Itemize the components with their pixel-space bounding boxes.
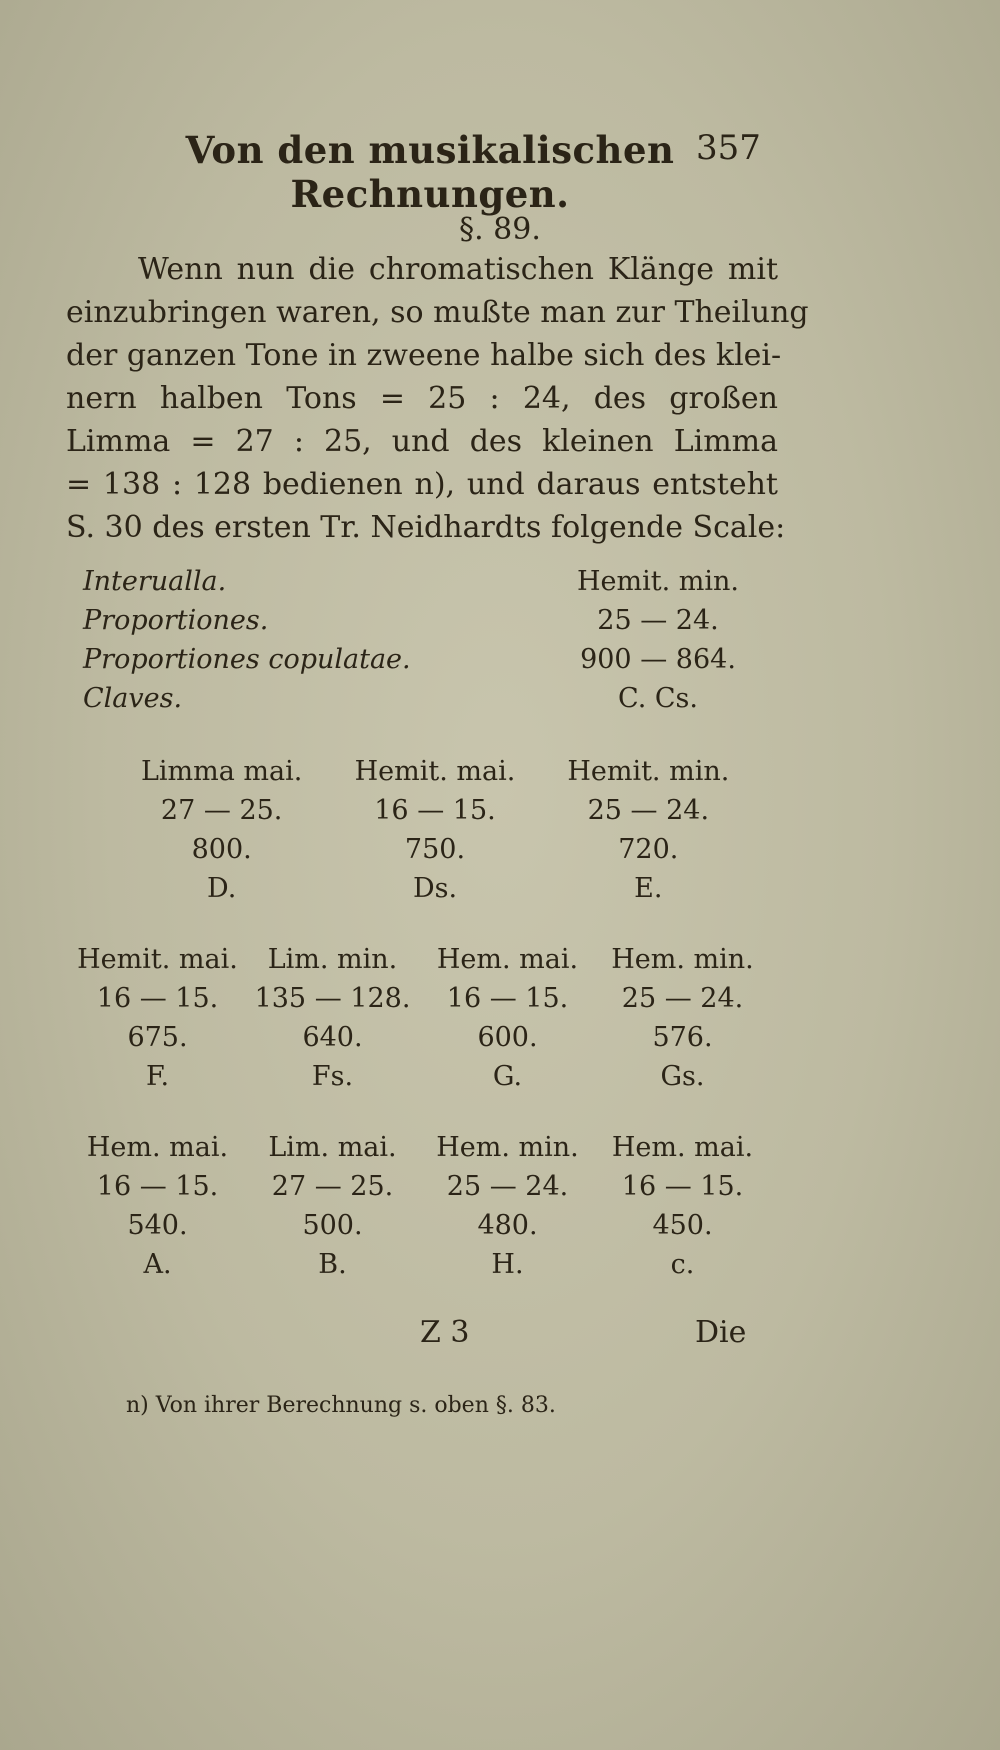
label-row — [83, 601, 783, 640]
grid-cell: 16 — 15. — [446, 983, 569, 1014]
paragraph-line: S. 30 des ersten Tr. Neidhardts folgende Scale: — [66, 510, 786, 545]
interval-row — [115, 752, 755, 791]
grid-cell: Lim. min. — [267, 944, 398, 975]
grid-cell: 25 — 24. — [446, 1171, 569, 1202]
grid-cell: 27 — 25. — [271, 1171, 394, 1202]
grid-cell: Hem. min. — [611, 944, 754, 975]
grid-cell: 16 — 15. — [374, 795, 496, 826]
paragraph-line: der ganzen Tone in zweene halbe sich des klei- — [66, 338, 782, 373]
key-row — [70, 1245, 770, 1284]
catchword: Die — [695, 1315, 747, 1350]
grid-cell: 576. — [652, 1022, 713, 1053]
grid-cell: 25 — 24. — [587, 795, 710, 826]
copulated-row — [70, 1206, 770, 1245]
grid-cell: 480. — [477, 1210, 538, 1241]
paragraph-line: = 138 : 128 bedienen n), und daraus entsteht — [66, 467, 778, 502]
scale-group-3 — [70, 1128, 770, 1284]
grid-cell: 16 — 15. — [96, 1171, 219, 1202]
grid-cell: Hem. mai. — [86, 1132, 229, 1163]
page-title: Von den musikalischen Rechnungen. — [185, 128, 675, 216]
row-label: Proportiones copulatae. — [83, 644, 411, 675]
key-row — [70, 1057, 770, 1096]
copulated-row — [70, 1018, 770, 1057]
grid-cell: c. — [670, 1249, 695, 1280]
grid-cell: D. — [207, 873, 237, 904]
paragraph-line: Limma = 27 : 25, und des kleinen Limma — [66, 424, 778, 459]
proportion-row — [115, 791, 755, 830]
grid-cell: Hemit. min. — [567, 756, 730, 787]
grid-cell: 500. — [302, 1210, 363, 1241]
row-label: Proportiones. — [83, 605, 269, 636]
grid-cell: 135 — 128. — [254, 983, 411, 1014]
grid-cell: Limma mai. — [140, 756, 303, 787]
interval-row — [70, 940, 770, 979]
grid-cell: Ds. — [412, 873, 458, 904]
grid-cell: F. — [145, 1061, 170, 1092]
row-label: Interualla. — [83, 566, 227, 597]
grid-cell: 16 — 15. — [96, 983, 219, 1014]
grid-cell: 675. — [127, 1022, 188, 1053]
grid-cell: 750. — [404, 834, 466, 865]
proportion-row — [70, 979, 770, 1018]
grid-cell: Hem. min. — [436, 1132, 579, 1163]
grid-cell: 540. — [127, 1210, 188, 1241]
grid-cell: E. — [634, 873, 663, 904]
page-number: 357 — [696, 128, 761, 168]
proportion-row — [70, 1167, 770, 1206]
copulated-row — [115, 830, 755, 869]
grid-cell: Hem. mai. — [611, 1132, 754, 1163]
row-value: Hemit. min. — [577, 566, 739, 597]
paragraph-line: nern halben Tons = 25 : 24, des großen — [66, 381, 778, 416]
row-value: 25 — 24. — [597, 605, 719, 636]
grid-cell: Lim. mai. — [268, 1132, 397, 1163]
scale-labels — [83, 562, 783, 718]
label-row — [83, 679, 783, 718]
paragraph-line: einzubringen waren, so mußte man zur Theilung — [66, 295, 809, 330]
grid-cell: Hem. mai. — [436, 944, 579, 975]
grid-cell: H. — [491, 1249, 524, 1280]
interval-row — [70, 1128, 770, 1167]
grid-cell: 800. — [191, 834, 252, 865]
signature-mark: Z 3 — [420, 1315, 470, 1350]
row-value: 900 — 864. — [580, 644, 736, 675]
footnote: n) Von ihrer Berechnung s. oben §. 83. — [126, 1393, 556, 1418]
row-value: C. Cs. — [618, 683, 698, 714]
label-row — [83, 562, 783, 601]
label-row — [83, 640, 783, 679]
grid-cell: 16 — 15. — [621, 1171, 744, 1202]
scale-group-1 — [70, 752, 770, 908]
grid-cell: Fs. — [311, 1061, 354, 1092]
section-number: §. 89. — [459, 212, 541, 247]
grid-cell: 450. — [652, 1210, 713, 1241]
grid-cell: Gs. — [660, 1061, 705, 1092]
grid-cell: 640. — [302, 1022, 363, 1053]
row-label: Claves. — [83, 683, 183, 714]
grid-cell: Hemit. mai. — [354, 756, 516, 787]
grid-cell: 720. — [618, 834, 679, 865]
scale-group-2 — [70, 940, 770, 1096]
grid-cell: A. — [143, 1249, 172, 1280]
grid-cell: 27 — 25. — [160, 795, 283, 826]
grid-cell: B. — [318, 1249, 347, 1280]
body-paragraph — [66, 248, 809, 549]
key-row — [115, 869, 755, 908]
grid-cell: 600. — [477, 1022, 538, 1053]
grid-cell: G. — [492, 1061, 523, 1092]
paragraph-line: Wenn nun die chromatischen Klänge mit — [138, 252, 778, 287]
grid-cell: Hemit. mai. — [77, 944, 238, 975]
grid-cell: 25 — 24. — [621, 983, 744, 1014]
